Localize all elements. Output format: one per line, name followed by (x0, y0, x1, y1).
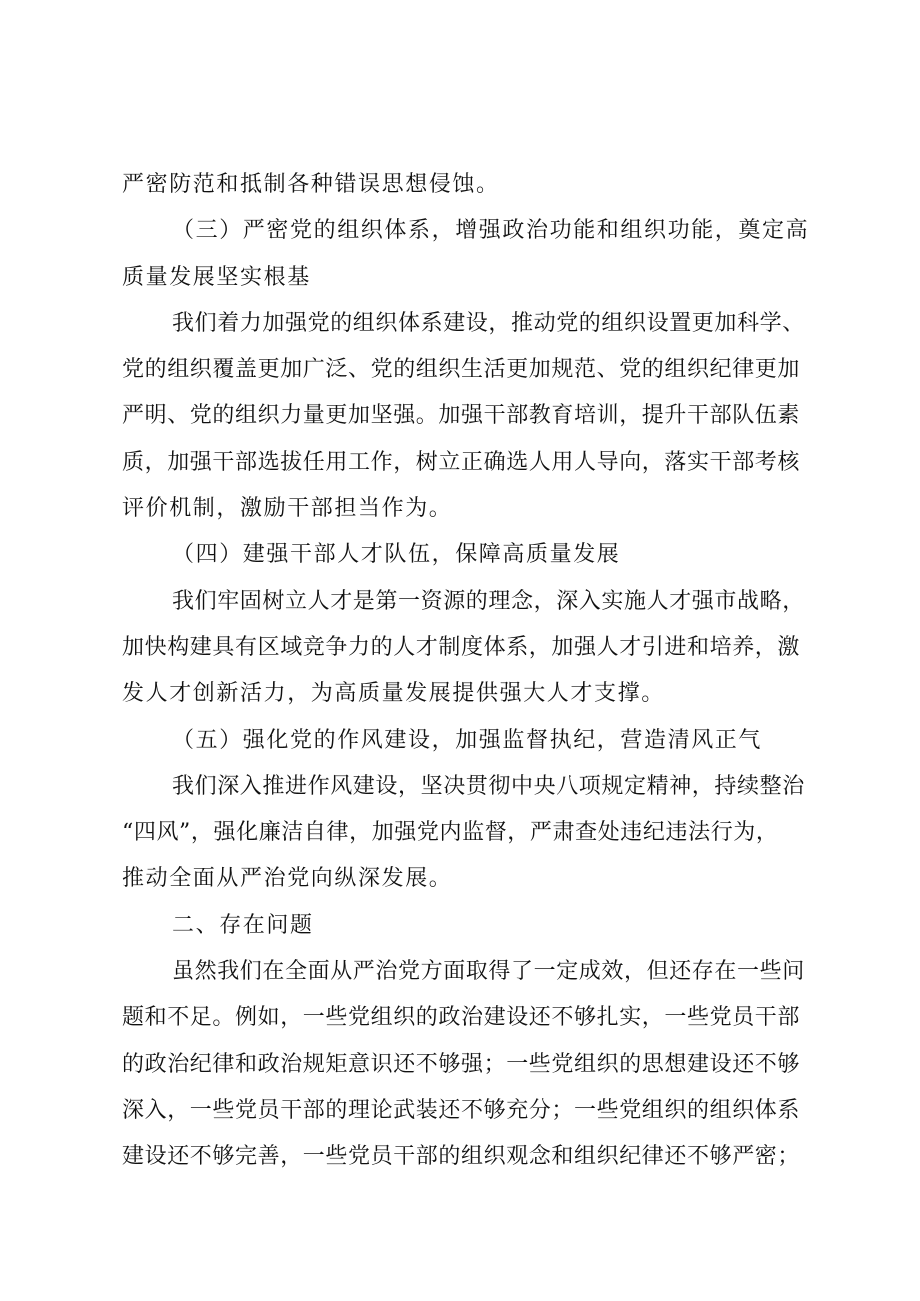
body-line: 党的组织覆盖更加广泛、党的组织生活更加规范、党的组织纪律更加 (122, 357, 801, 383)
body-line: 的政治纪律和政治规矩意识还不够强；一些党组织的思想建设还不够 (122, 1051, 801, 1077)
section-heading-4: （四）建强干部人才队伍，保障高质量发展 (172, 542, 621, 568)
body-line: 我们牢固树立人才是第一资源的理念，深入实施人才强市战略， (172, 588, 805, 614)
body-line: 加快构建具有区域竞争力的人才制度体系，加强人才引进和培养，激 (122, 634, 801, 660)
chapter-heading-2: 二、存在问题 (172, 912, 314, 938)
body-line: 发人才创新活力，为高质量发展提供强大人才支撑。 (122, 681, 665, 707)
body-line: 评价机制，激励干部担当作为。 (122, 496, 453, 522)
body-line: 严明、党的组织力量更加坚强。加强干部教育培训，提升干部队伍素 (122, 403, 801, 429)
body-line: 我们深入推进作风建设，坚决贯彻中央八项规定精神，持续整治 (172, 773, 805, 799)
body-line: 质，加强干部选拔任用工作，树立正确选人用人导向，落实干部考核 (122, 449, 801, 475)
section-heading-3-cont: 质量发展坚实根基 (122, 264, 311, 290)
body-line: 我们着力加强党的组织体系建设，推动党的组织设置更加科学、 (172, 310, 805, 336)
body-line: 严密防范和抵制各种错误思想侵蚀。 (122, 172, 500, 197)
section-heading-3: （三）严密党的组织体系，增强政治功能和组织功能，奠定高 (172, 218, 810, 244)
body-line: “四风”，强化廉洁自律，加强党内监督，严肃查处违纪违法行为， (122, 820, 779, 846)
body-line: 虽然我们在全面从严治党方面取得了一定成效，但还存在一些问 (172, 959, 805, 985)
section-heading-5: （五）强化党的作风建设，加强监督执纪，营造清风正气 (172, 727, 763, 753)
body-line: 推动全面从严治党向纵深发展。 (122, 866, 453, 892)
body-line: 建设还不够完善，一些党员干部的组织观念和组织纪律还不够严密； (122, 1144, 801, 1170)
body-line: 深入，一些党员干部的理论武装还不够充分；一些党组织的组织体系 (122, 1097, 801, 1123)
body-line: 题和不足。例如，一些党组织的政治建设还不够扎实，一些党员干部 (122, 1005, 801, 1031)
document-body (122, 162, 818, 1181)
